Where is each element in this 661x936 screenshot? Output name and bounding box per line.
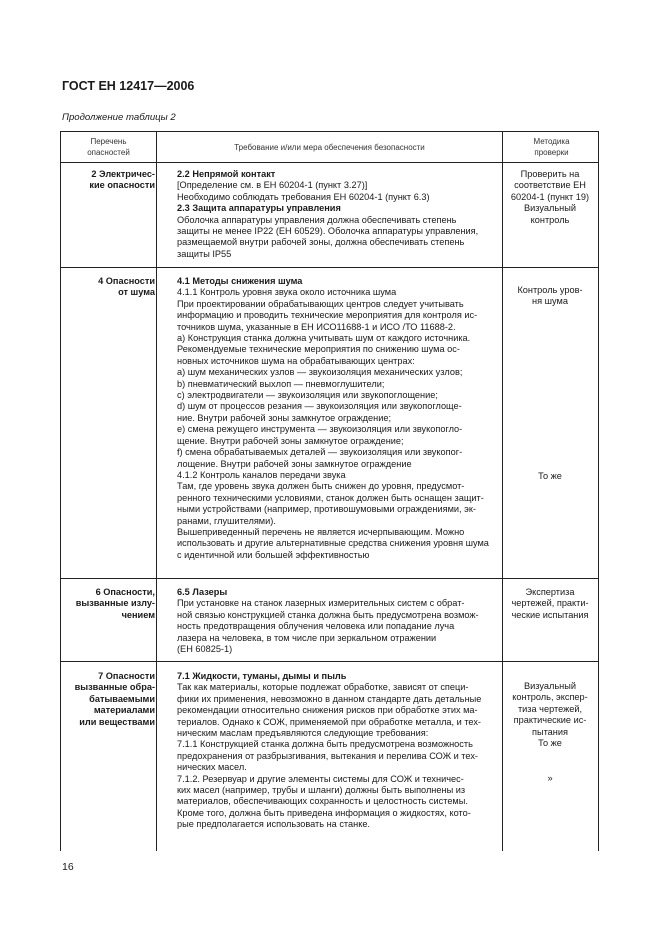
verification-method: Проверить на соответствие ЕН 60204-1 (пункт 19) Визуальный контроль: [510, 169, 590, 225]
hazard-cell: 4 Опасности от шума: [98, 276, 155, 298]
requirement-paragraph: 7.1.2. Резервуар и другие элементы системы для СОЖ и техничес- ких масел (например, трубы и шланги) должны быть выполнены из материалов, обеспечивающих сохранность и целостность системы. Кроме того, должна быть приведена информация о жидкостях, кото- рые предполагается использовать на станке.: [177, 773, 471, 830]
column-header-hazards: Перечень опасностей: [87, 137, 130, 157]
requirement-paragraph: b) пневматический выхлоп — пневмоглушители;: [177, 378, 385, 389]
verification-method: То же: [538, 470, 562, 481]
requirement-paragraph: При проектировании обрабатывающих центров следует учитывать информацию и проводить технические мероприятия для контроля ис- точников шума, указанные в ЕН ИСО11688-1 и ИСО /ТО 11688-2.: [177, 298, 478, 332]
requirement-cell: [177, 169, 499, 260]
row-rule: [61, 661, 598, 662]
requirement-cell: [177, 276, 499, 561]
verification-method: Экспертиза чертежей, практи- ческие испытания: [511, 587, 589, 620]
clause-heading: 4.1 Методы снижения шума: [177, 276, 303, 286]
requirements-table: [60, 131, 599, 851]
requirement-paragraph: [Определение см. в ЕН 60204-1 (пункт 3.27)]: [177, 180, 368, 191]
requirement-paragraph: е) смена режущего инструмента — звукоизоляция или звукопогло- щение. Внутри рабочей зоны замкнутое ограждение;: [177, 424, 463, 446]
verification-cell: [502, 587, 598, 621]
column-header-requirements: Требование и/или мера обеспечения безопасности: [234, 142, 425, 152]
requirement-paragraph: Там, где уровень звука должен быть снижен до уровня, предусмот- ренного техническими условиями, станок должен быть оснащен защит- ными устройствами (например, противошумовыми ограждениями, эк- ранами, глушителями).: [177, 481, 484, 526]
hazard-cell: 6 Опасности, вызванные излу- чением: [75, 587, 155, 620]
page-number: 16: [62, 861, 74, 873]
requirement-cell: [177, 671, 499, 831]
requirement-paragraph: 4.1.2 Контроль каналов передачи звука: [177, 469, 346, 480]
header-rule: [61, 162, 598, 163]
table-continuation-caption: Продолжение таблицы 2: [62, 112, 176, 123]
requirement-paragraph: d) шум от процессов резания — звукоизоляция или звукопоглоще- ние. Внутри рабочей зоны замкнутое ограждение;: [177, 401, 462, 423]
document-title: ГОСТ ЕН 12417—2006: [62, 79, 195, 93]
requirement-cell: [177, 587, 499, 655]
requirement-paragraph: с) электродвигатели — звукоизоляция или звукопоглощение;: [177, 390, 438, 401]
hazard-cell: 7 Опасности вызванные обра- батываемыми материалами или веществами: [74, 671, 155, 727]
verification-cell: [502, 276, 598, 482]
requirement-paragraph: 7.1.1 Конструкцией станка должна быть предусмотрена возможность предохранения от разбрызгивания, вытекания и перелива СОЖ и тех- нических масел.: [177, 739, 478, 773]
requirement-paragraph: Так как материалы, которые подлежат обработке, зависят от специ- фики их применения, невозможно в данном стандарте дать детальные рекомендации относительно снижения рисков при обработке этих ма- териалов. Однако к СОЖ, применяемой при обработке металла, и тех- ническим маслам предъявляются следующие требования:: [177, 682, 482, 739]
hazard-cell: 2 Электричес- кие опасности: [89, 169, 155, 191]
verification-cell: [502, 671, 598, 785]
requirement-paragraph: Рекомендуемые технические мероприятия по снижению шума ос- новных источников шума на обрабатывающих центрах:: [177, 344, 460, 366]
requirement-paragraph: 4.1.1 Контроль уровня звука около источника шума: [177, 287, 397, 298]
row-rule: [61, 578, 598, 579]
row-rule: [61, 267, 598, 268]
column-header-verification: Методика проверки: [533, 137, 570, 157]
requirement-paragraph: Необходимо соблюдать требования ЕН 60204-1 (пункт 6.3): [177, 191, 430, 202]
requirement-paragraph: Вышеприведенный перечень не является исчерпывающим. Можно использовать и другие альтернативные средства снижения уровня шума с идентичной или большей эффективностью: [177, 526, 489, 560]
verification-cell: [502, 169, 598, 226]
verification-method: Визуальный контроль, экспер- тиза чертежей, практические ис- пытания То же: [512, 681, 588, 749]
column-divider: [156, 132, 157, 851]
verification-method: »: [547, 773, 553, 784]
requirement-paragraph: а) шум механических узлов — звукоизоляция механических узлов;: [177, 367, 463, 378]
clause-heading: 6.5 Лазеры: [177, 587, 228, 597]
verification-method: Контроль уров- ня шума: [517, 285, 583, 307]
requirement-paragraph: Оболочка аппаратуры управления должна обеспечивать степень защиты не менее IP22 (ЕН 60529). Оболочка аппаратуры управления, размещаемой внутри рабочей зоны, должна обеспечивать степень защиты IP55: [177, 214, 479, 259]
clause-heading: 2.2 Непрямой контакт: [177, 169, 276, 179]
requirement-paragraph: При установке на станок лазерных измерительных систем с обрат- ной связью конструкцией станка должна быть предусмотрена возмож- ность предотвращения облучения человека или попадание луча лазера на человека, в том числе при зеркальном отражении (ЕН 60825-1): [177, 598, 479, 655]
clause-heading: 7.1 Жидкости, туманы, дымы и пыль: [177, 671, 347, 681]
requirement-paragraph: а) Конструкция станка должна учитывать шум от каждого источника.: [177, 333, 471, 344]
requirement-paragraph: f) смена обрабатываемых деталей — звукоизоляция или звукопог- лощение. Внутри рабочей зоны замкнутое ограждение: [177, 447, 463, 469]
clause-heading: 2.3 Защита аппаратуры управления: [177, 203, 341, 214]
